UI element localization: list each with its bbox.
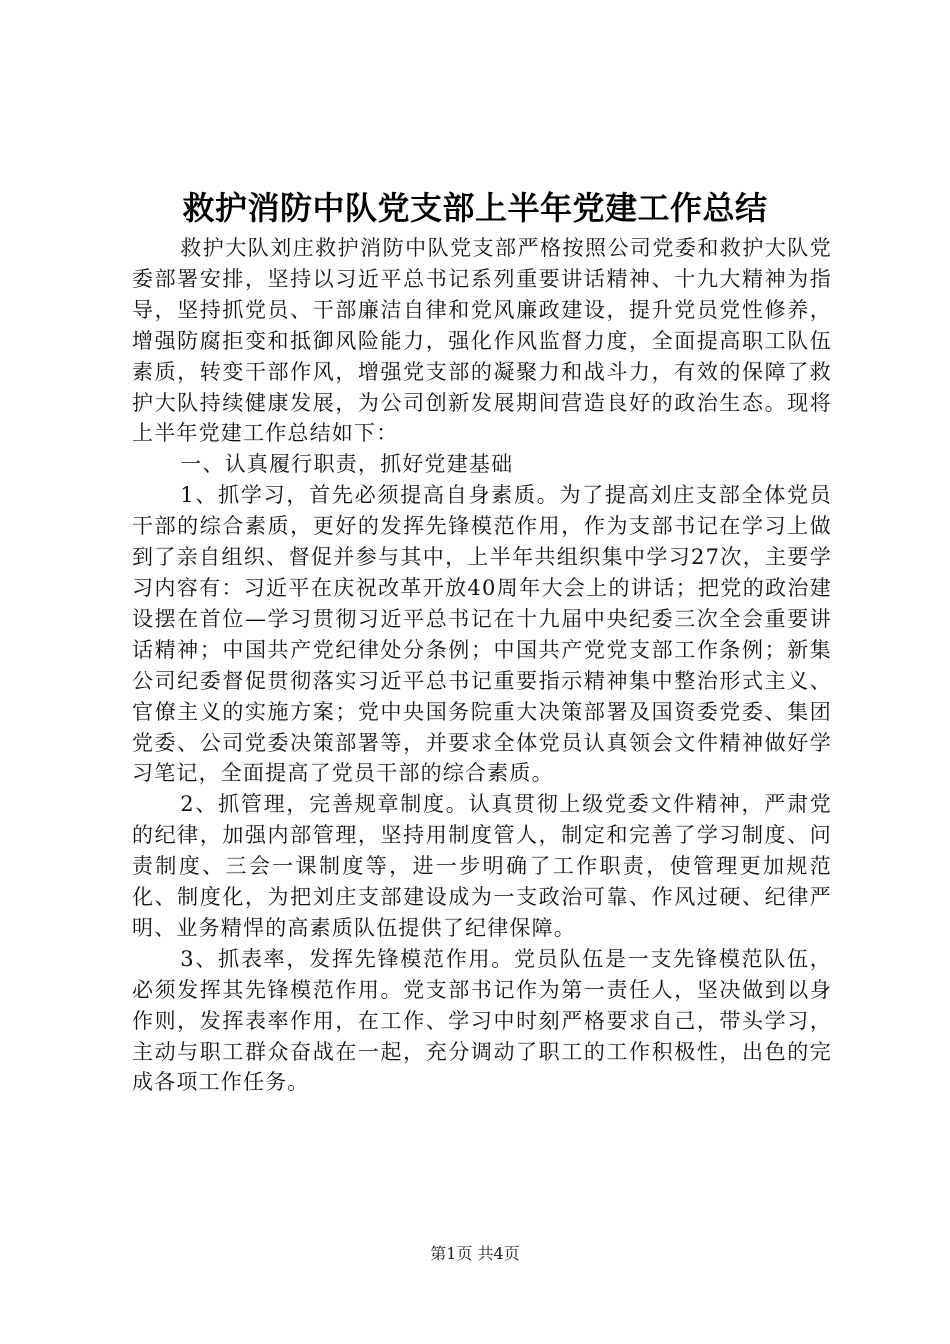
paragraph-example: 3、抓表率，发挥先锋模范作用。党员队伍是一支先锋模范队伍，必须发挥其先锋模范作用。党支部书记作为第一责任人，坚决做到以身作则，发挥表率作用，在工作、学习中时刻严格要求自己，带头学习，主动与职工群众奋战在一起，充分调动了职工的工作积极性，出色的完成各项工作任务。 (132, 946, 832, 1095)
paragraph-study: 1、抓学习，首先必须提高自身素质。为了提高刘庄支部全体党员干部的综合素质，更好的发挥先锋模范作用，作为支部书记在学习上做到了亲自组织、督促并参与其中，上半年共组织集中学习27次，主要学习内容有：习近平在庆祝改革开放40周年大会上的讲话；把党的政治建设摆在首位—学习贯彻习近平总书记在十九届中央纪委三次全会重要讲话精神；中国共产党纪律处分条例；中国共产党党支部工作条例；新集公司纪委督促贯彻落实习近平总书记重要指示精神集中整治形式主义、官僚主义的实施方案；党中央国务院重大决策部署及国资委党委、集团党委、公司党委决策部署等，并要求全体党员认真领会文件精神做好学习笔记，全面提高了党员干部的综合素质。 (132, 483, 832, 786)
paragraph-intro: 救护大队刘庄救护消防中队党支部严格按照公司党委和救护大队党委部署安排，坚持以习近平总书记系列重要讲话精神、十九大精神为指导，坚持抓党员、干部廉洁自律和党风廉政建设，提升党员党性修养，增强防腐拒变和抵御风险能力，强化作风监督力度，全面提高职工队伍素质，转变干部作风，增强党支部的凝聚力和战斗力，有效的保障了救护大队持续健康发展，为公司创新发展期间营造良好的政治生态。现将上半年党建工作总结如下： (132, 236, 832, 446)
paragraph-management: 2、抓管理，完善规章制度。认真贯彻上级党委文件精神，严肃党的纪律，加强内部管理，坚持用制度管人，制定和完善了学习制度、问责制度、三会一课制度等，进一步明确了工作职责，使管理更加规范化、制度化，为把刘庄支部建设成为一支政治可靠、作风过硬、纪律严明、业务精悍的高素质队伍提供了纪律保障。 (132, 792, 832, 940)
section-heading-1: 一、认真履行职责，抓好党建基础 (180, 452, 514, 477)
page-number-footer: 第1页 共4页 (430, 1244, 520, 1263)
document-title: 救护消防中队党支部上半年党建工作总结 (182, 189, 768, 227)
document-body (132, 233, 832, 1098)
